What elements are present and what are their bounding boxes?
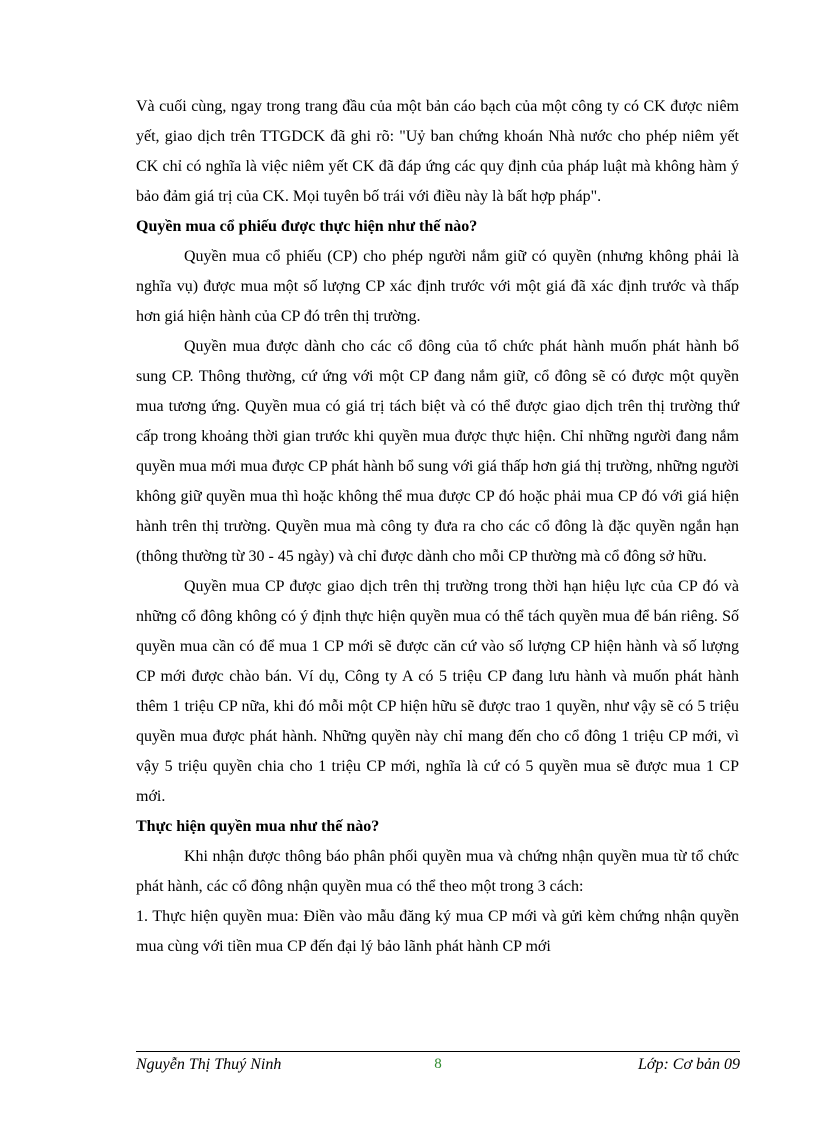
footer-divider: [136, 1051, 740, 1052]
section-heading-rights: Quyền mua cổ phiếu được thực hiện như thế nào?: [136, 218, 478, 235]
page-number: 8: [434, 1056, 442, 1072]
page-body: [136, 92, 739, 962]
paragraph-exercise-option-1: 1. Thực hiện quyền mua: Điền vào mẫu đăng ký mua CP mới và gửi kèm chứng nhận quyền mua cùng với tiền mua CP đến đại lý bảo lãnh phát hành CP mới: [136, 908, 739, 955]
paragraph-exercise-intro: Khi nhận được thông báo phân phối quyền mua và chứng nhận quyền mua từ tổ chức phát hành, các cổ đông nhận quyền mua có thể theo một trong 3 cách:: [136, 848, 739, 895]
paragraph-intro: Và cuối cùng, ngay trong trang đầu của một bản cáo bạch của một công ty có CK được niêm yết, giao dịch trên TTGDCK đã ghi rõ: "Uỷ ban chứng khoán Nhà nước cho phép niêm yết CK chỉ có nghĩa là việc niêm yết CK đã đáp ứng các quy định của pháp luật mà không hàm ý bảo đảm giá trị của CK. Mọi tuyên bố trái với điều này là bất hợp pháp".: [136, 98, 739, 205]
paragraph-rights-issuance: Quyền mua được dành cho các cổ đông của tổ chức phát hành muốn phát hành bổ sung CP. Thông thường, cứ ứng với một CP đang nắm giữ, cổ đông sẽ có được một quyền mua tương ứng. Quyền mua có giá trị tách biệt và có thể được giao dịch trên thị trường thứ cấp trong khoảng thời gian trước khi quyền mua được thực hiện. Chỉ những người đang nắm quyền mua mới mua được CP phát hành bổ sung với giá thấp hơn giá thị trường, những người không giữ quyền mua thì hoặc không thể mua được CP đó hoặc phải mua CP đó với giá hiện hành trên thị trường. Quyền mua mà công ty đưa ra cho các cổ đông là đặc quyền ngắn hạn (thông thường từ 30 - 45 ngày) và chỉ được dành cho mỗi CP thường mà cổ đông sở hữu.: [136, 338, 739, 565]
paragraph-rights-definition: Quyền mua cổ phiếu (CP) cho phép người nắm giữ có quyền (nhưng không phải là nghĩa vụ) được mua một số lượng CP xác định trước với một giá đã xác định trước và thấp hơn giá hiện hành của CP đó trên thị trường.: [136, 248, 739, 325]
section-heading-exercise: Thực hiện quyền mua như thế nào?: [136, 818, 380, 835]
footer-class-label: Lớp: Cơ bản 09: [638, 1056, 740, 1073]
paragraph-rights-trading: Quyền mua CP được giao dịch trên thị trường trong thời hạn hiệu lực của CP đó và những cổ đông không có ý định thực hiện quyền mua có thể tách quyền mua để bán riêng. Số quyền mua cần có để mua 1 CP mới sẽ được căn cứ vào số lượng CP hiện hành và số lượng CP mới được chào bán. Ví dụ, Công ty A có 5 triệu CP đang lưu hành và muốn phát hành thêm 1 triệu CP nữa, khi đó mỗi một CP hiện hữu sẽ được trao 1 quyền, như vậy sẽ có 5 triệu quyền mua được phát hành. Những quyền này chỉ mang đến cho cổ đông 1 triệu CP mới, vì vậy 5 triệu quyền chia cho 1 triệu CP mới, nghĩa là cứ có 5 quyền mua sẽ được mua 1 CP mới.: [136, 578, 739, 805]
footer-author: Nguyễn Thị Thuý Ninh: [136, 1056, 282, 1073]
